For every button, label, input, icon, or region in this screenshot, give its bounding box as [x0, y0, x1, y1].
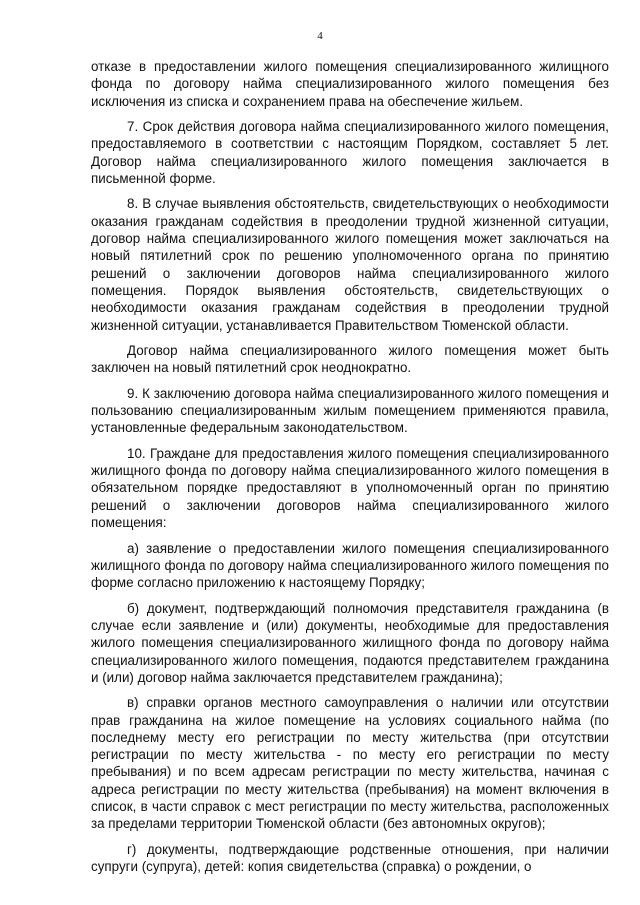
document-body — [91, 58, 609, 884]
paragraph-item-8: 8. В случае выявления обстоятельств, свидетельствующих о необходимости оказания гражданам содействия в преодолении трудной жизненной ситуации, договор найма специализированного жилого помещения может заключаться на новый пятилетний срок по решению уполномоченного органа по принятию решений о заключении договоров найма специализированного жилого помещения. Порядок выявления обстоятельств, свидетельствующих о необходимости оказания гражданам содействия в преодолении трудной жизненной ситуации, устанавливается Правительством Тюменской области. — [91, 196, 609, 333]
paragraph-item-10: 10. Граждане для предоставления жилого помещения специализированного жилищного фонда по договору найма специализированного жилого помещения в обязательном порядке предоставляют в уполномоченный орган по принятию решений о заключении договоров найма специализированного жилого помещения: — [91, 445, 609, 531]
paragraph-subitem-v: в) справки органов местного самоуправления о наличии или отсутствии прав гражданина на жилое помещение на условиях социального найма (по последнему месту его регистрации по месту жительства (при отсутствии регистрации по месту жительства - по месту его регистрации по месту пребывания) и по всем адресам регистрации по месту жительства, начиная с адреса регистрации по месту жительства (пребывания) на момент включения в список, в части справок с мест регистрации по месту жительства, расположенных за пределами территории Тюменской области (без автономных округов); — [91, 695, 609, 832]
paragraph-contract-renewal: Договор найма специализированного жилого помещения может быть заключен на новый пятилетний срок неоднократно. — [91, 343, 609, 376]
paragraph-item-9: 9. К заключению договора найма специализированного жилого помещения и пользованию специализированным жилым помещением применяются правила, установленные федеральным законодательством. — [91, 385, 609, 436]
paragraph-subitem-a: а) заявление о предоставлении жилого помещения специализированного жилищного фонда по договору найма специализированного жилого помещения по форме согласно приложению к настоящему Порядку; — [91, 540, 609, 591]
paragraph-subitem-g: г) документы, подтверждающие родственные отношения, при наличии супруги (супруга), детей: копия свидетельства (справка) о рождении, о — [91, 841, 609, 875]
paragraph-item-7: 7. Срок действия договора найма специализированного жилого помещения, предоставляемого в соответствии с настоящим Порядком, составляет 5 лет. Договор найма специализированного жилого помещения заключается в письменной форме. — [91, 119, 609, 186]
paragraph-continuation: отказе в предоставлении жилого помещения специализированного жилищного фонда по договору найма специализированного жилого помещения без исключения из списка и сохранением права на обеспечение жильем. — [91, 59, 609, 109]
paragraph-subitem-b: б) документ, подтверждающий полномочия представителя гражданина (в случае если заявление и (или) документы, необходимые для предоставления жилого помещения специализированного жилищного фонда по договору найма специализированного жилого помещения, подаются представителем гражданина и (или) договор найма заключается представителем гражданина); — [91, 600, 609, 685]
page-number: 4 — [317, 30, 323, 42]
